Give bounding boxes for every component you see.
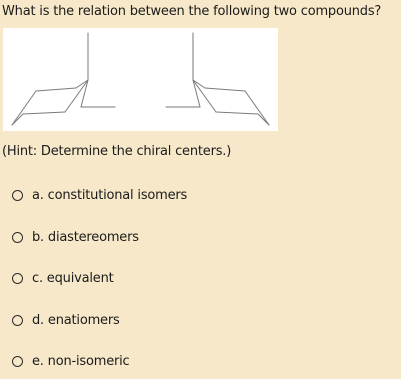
radio-button[interactable] — [12, 232, 23, 243]
option-label: b. diastereomers — [32, 229, 139, 245]
radio-button[interactable] — [12, 190, 23, 201]
left-compound — [12, 33, 115, 125]
option-label: a. constitutional isomers — [32, 187, 188, 203]
radio-button[interactable] — [12, 356, 23, 367]
option-label: e. non-isomeric — [32, 353, 130, 369]
option-e[interactable] — [12, 352, 130, 370]
option-d[interactable] — [12, 311, 120, 329]
hint-text: (Hint: Determine the chiral centers.) — [2, 144, 232, 159]
option-b[interactable] — [12, 228, 139, 246]
chemical-structures-image — [3, 28, 278, 131]
option-c[interactable] — [12, 269, 114, 287]
option-label: d. enatiomers — [32, 312, 120, 328]
right-compound — [166, 33, 269, 125]
option-a[interactable] — [12, 186, 187, 204]
question-text: What is the relation between the following two compounds? — [2, 4, 382, 19]
option-label: c. equivalent — [32, 270, 114, 286]
radio-button[interactable] — [12, 315, 23, 326]
radio-button[interactable] — [12, 273, 23, 284]
structures-drawing — [3, 28, 278, 131]
